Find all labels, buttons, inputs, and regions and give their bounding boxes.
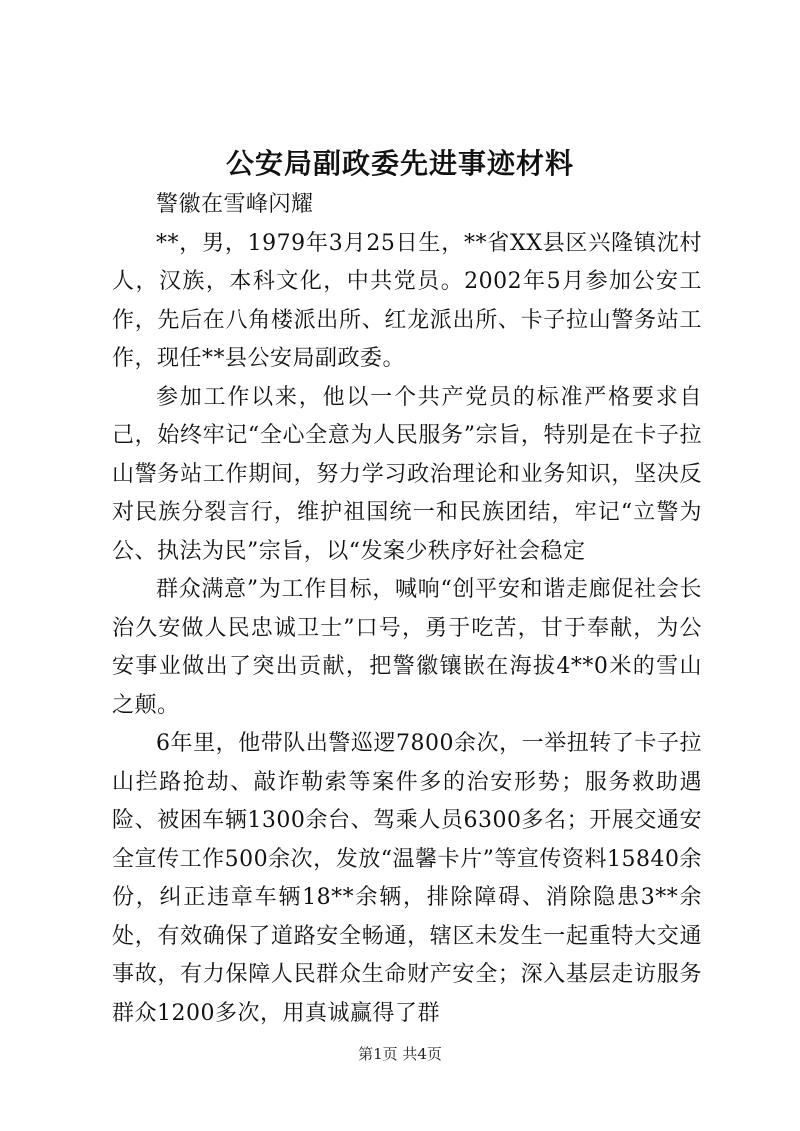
document-title: 公安局副政委先进事迹材料 [225,147,574,180]
paragraph-achievements: 6年里，他带队出警巡逻7800余次，一举扭转了卡子拉山拦路抢劫、敲诈勒索等案件多的治安形势；服务救助遇险、被困车辆1300余台、驾乘人员6300多名；开展交通安全宣传工作500余次，发放“温馨卡片”等宣传资料15840余份，纠正违章车辆18**余辆，排除障碍、消除隐患3**余处，有效确保了道路安全畅通，辖区未发生一起重特大交通事故，有力保障人民群众生命财产安全；深入基层走访服务群众1200多次，用真诚赢得了群 [112,731,702,1026]
paragraph-subtitle: 警徽在雪峰闪耀 [156,192,314,217]
paragraph-goals: 群众满意”为工作目标，喊响“创平安和谐走廊促社会长治久安做人民忠诚卫士”口号，勇于吃苦，甘于奉献，为公安事业做出了突出贡献，把警徽镶嵌在海拔4**0米的雪山之颠。 [112,577,702,718]
page-footer: 第1页 共4页 [358,1045,442,1063]
paragraph-profile: **，男，1979年3月25日生，**省XX县区兴隆镇沈村人，汉族，本科文化，中共党员。2002年5月参加公安工作，先后在八角楼派出所、红龙派出所、卡子拉山警务站工作，现任**县公安局副政委。 [112,230,702,371]
paragraph-service: 参加工作以来，他以一个共产党员的标准严格要求自己，始终牢记“全心全意为人民服务”宗旨，特别是在卡子拉山警务站工作期间，努力学习政治理论和业务知识，坚决反对民族分裂言行，维护祖国统一和民族团结，牢记“立警为公、执法为民”宗旨，以“发案少秩序好社会稳定 [112,384,702,564]
document-body [112,186,702,1033]
